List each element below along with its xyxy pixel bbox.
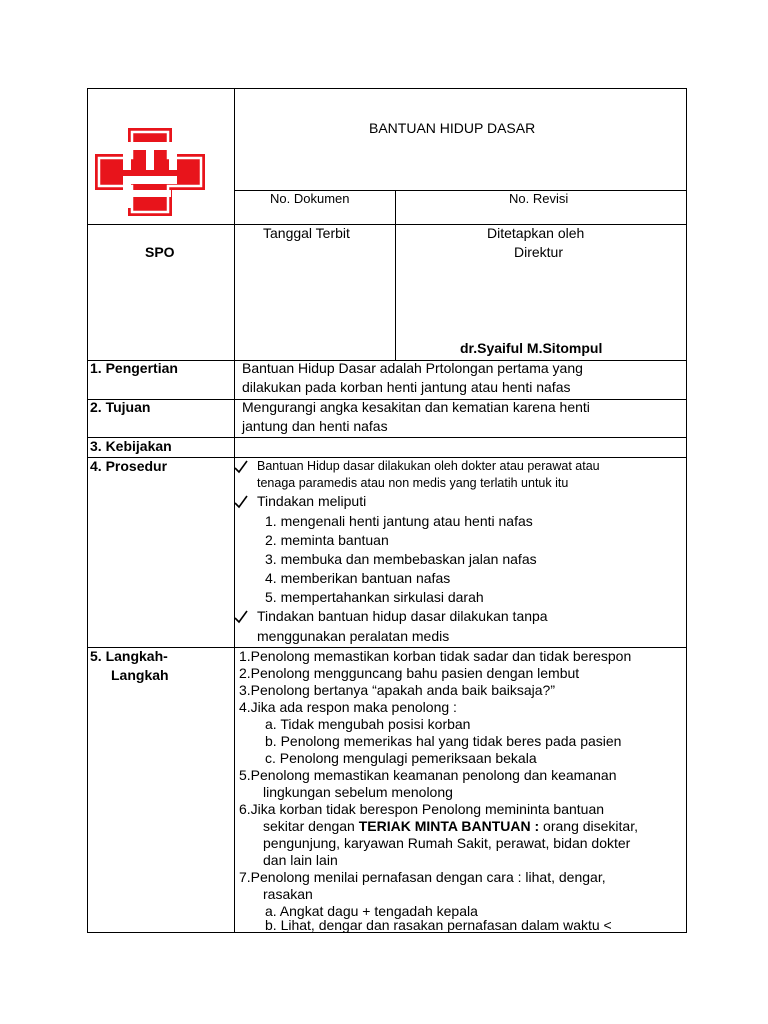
border-top [87,88,687,89]
direktur-label: Direktur [514,244,564,260]
pengertian-label: 1. Pengertian [90,360,178,376]
mf-cross-logo [95,128,205,216]
prosedur-check1-line2: tenaga paramedis atau non medis yang terlatih untuk itu [257,476,569,490]
langkah-line-4b: b. Penolong memerikas hal yang tidak beres pada pasien [265,733,622,749]
langkah-line-6c: pengunjung, karyawan Rumah Sakit, perawat, bidan dokter [263,835,631,851]
pengertian-text-1: Bantuan Hidup Dasar adalah Prtolongan pertama yang [242,360,583,376]
prosedur-check2: Tindakan meliputi [257,493,367,509]
langkah-line-7d: b. Lihat, dengar dan rasakan pernafasan dalam waktu < [265,917,612,933]
teriak-minta-bantuan: TERIAK MINTA BANTUAN : [358,818,540,834]
langkah-line-2: 2.Penolong mengguncang bahu pasien dengan lembut [239,665,580,681]
langkah-line-7b: rasakan [263,886,313,902]
pengertian-text-2: dilakukan pada korban henti jantung atau henti nafas [242,379,571,395]
spo-label: SPO [145,244,175,260]
rule [87,224,687,225]
langkah-line-3: 3.Penolong bertanya “apakah anda baik baiksaja?” [239,682,556,698]
langkah-label-2: Langkah [111,667,169,683]
border-right [686,88,687,933]
langkah-line-6b [263,818,638,835]
prosedur-step-4: 4. memberikan bantuan nafas [265,570,451,586]
column-divider [234,88,235,933]
tujuan-text-2: jantung dan henti nafas [242,418,388,434]
rule [87,437,687,438]
header-divider [395,190,396,360]
ditetapkan-oleh: Ditetapkan oleh [487,225,585,241]
prosedur-label: 4. Prosedur [90,458,168,474]
prosedur-check3-line2: menggunakan peralatan medis [257,628,450,644]
prosedur-check3-line1: Tindakan bantuan hidup dasar dilakukan tanpa [257,608,548,624]
no-dokumen-label: No. Dokumen [270,191,350,206]
spo-document [87,88,687,933]
langkah-line-6d: dan lain lain [263,852,338,868]
langkah-line-4c: c. Penolong mengulagi pemeriksaan bekala [265,750,537,766]
langkah-label-1: 5. Langkah- [90,648,168,664]
langkah-line-6b-post: orang disekitar, [539,818,638,834]
prosedur-step-3: 3. membuka dan membebaskan jalan nafas [265,551,537,567]
langkah-line-6a: 6.Jika korban tidak berespon Penolong memininta bantuan [239,801,605,817]
langkah-line-4a: a. Tidak mengubah posisi korban [265,716,471,732]
checkmark-icon [234,609,248,625]
tanggal-terbit-label: Tanggal Terbit [263,225,350,241]
checkmark-icon [234,494,248,510]
document-title: BANTUAN HIDUP DASAR [369,120,536,136]
langkah-line-1: 1.Penolong memastikan korban tidak sadar dan tidak berespon [239,648,632,664]
no-revisi-label: No. Revisi [509,191,569,206]
langkah-line-6b-pre: sekitar dengan [263,818,359,834]
langkah-line-4: 4.Jika ada respon maka penolong : [239,699,457,715]
prosedur-step-2: 2. meminta bantuan [265,532,389,548]
langkah-line-7c: a. Angkat dagu + tengadah kepala [265,903,478,919]
border-left [87,88,88,933]
langkah-line-7a: 7.Penolong menilai pernafasan dengan cara : lihat, dengar, [239,869,606,885]
prosedur-check1-line1: Bantuan Hidup dasar dilakukan oleh dokter atau perawat atau [257,459,600,473]
prosedur-step-5: 5. mempertahankan sirkulasi darah [265,589,484,605]
signer-name: dr.Syaiful M.Sitompul [460,340,603,356]
langkah-line-5a: 5.Penolong memastikan keamanan penolong dan keamanan [239,767,617,783]
prosedur-step-1: 1. mengenali henti jantung atau henti nafas [265,513,533,529]
checkmark-icon [234,459,248,475]
tujuan-label: 2. Tujuan [90,399,151,415]
tujuan-text-1: Mengurangi angka kesakitan dan kematian karena henti [242,399,590,415]
langkah-line-5b: lingkungan sebelum menolong [263,784,453,800]
kebijakan-label: 3. Kebijakan [90,438,172,454]
